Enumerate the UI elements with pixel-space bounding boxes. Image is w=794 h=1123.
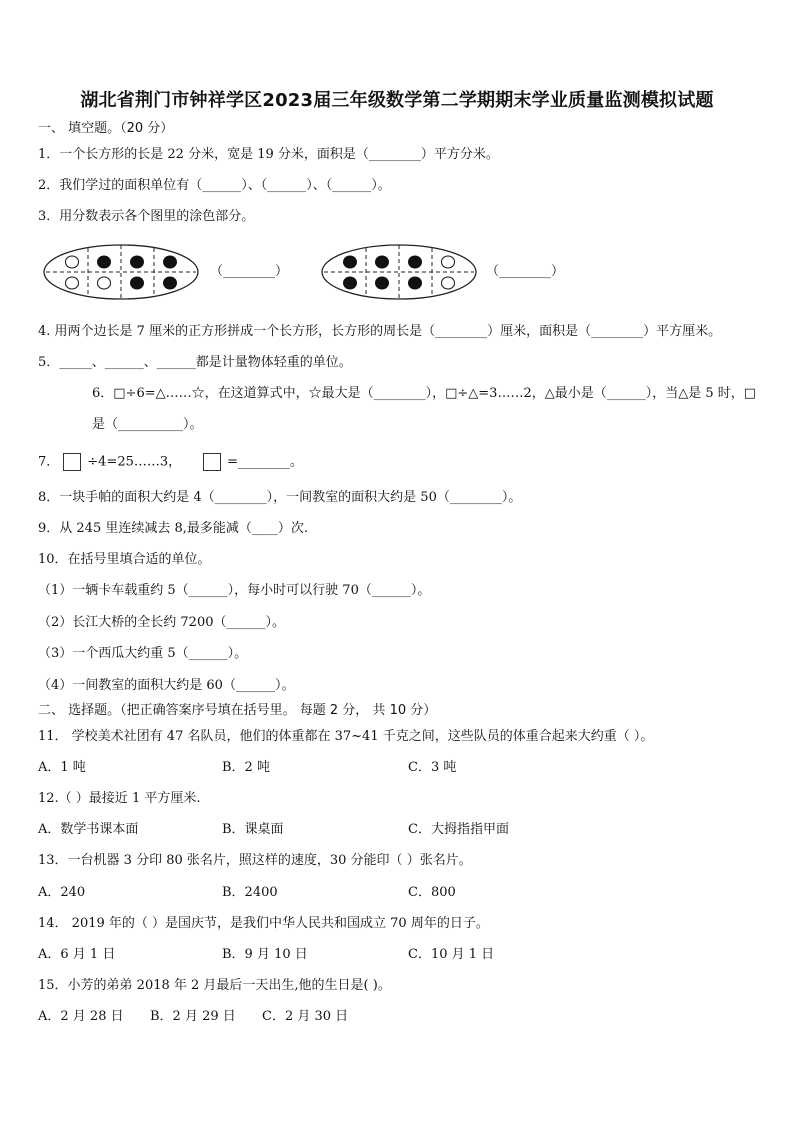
shaded-dot xyxy=(409,256,422,268)
question-12: 12.（ ）最接近 1 平方厘米. xyxy=(38,791,201,806)
q13-option-c[interactable]: C．800 xyxy=(408,885,456,900)
q11-option-b[interactable]: B．2 吨 xyxy=(222,760,270,775)
unshaded-dot xyxy=(66,277,79,289)
question-15: 15．小芳的弟弟 2018 年 2 月最后一天出生,他的生日是( )。 xyxy=(38,978,391,993)
section-2-heading: 二、 选择题。（把正确答案序号填在括号里。 每题 2 分， 共 10 分） xyxy=(38,703,437,718)
question-13: 13．一台机器 3 分印 80 张名片，照这样的速度，30 分能印（ ）张名片。 xyxy=(38,853,472,868)
shaded-dot xyxy=(131,256,144,268)
q11-option-a[interactable]: A．1 吨 xyxy=(38,760,86,775)
shaded-dot xyxy=(344,277,357,289)
shaded-dot xyxy=(164,256,177,268)
q14-option-a[interactable]: A．6 月 1 日 xyxy=(38,947,116,962)
q14-option-b[interactable]: B．9 月 10 日 xyxy=(222,947,308,962)
question-11: 11． 学校美术社团有 47 名队员，他们的体重都在 37~41 千克之间，这些队员的体重合起来大约重（ ）。 xyxy=(38,729,654,744)
section-1-heading: 一、 填空题。（20 分） xyxy=(38,121,174,136)
answer-box-1[interactable] xyxy=(63,453,81,471)
shaded-dot xyxy=(164,277,177,289)
q12-option-c[interactable]: C．大拇指指甲面 xyxy=(408,822,509,837)
question-7-number: 7． xyxy=(38,454,60,470)
question-7 xyxy=(38,453,303,472)
question-10-item-1: （1）一辆卡车载重约 5（______），每小时可以行驶 70（______）。 xyxy=(38,583,431,598)
question-6-line-2: 是（__________）。 xyxy=(92,417,203,432)
unshaded-dot xyxy=(98,277,111,289)
fraction-answer-blank-2[interactable]: （________） xyxy=(486,264,565,279)
q13-option-a[interactable]: A．240 xyxy=(38,885,86,900)
shaded-dot xyxy=(131,277,144,289)
question-8: 8．一块手帕的面积大约是 4（________），一间教室的面积大约是 50（________）。 xyxy=(38,490,522,505)
fraction-figure-1 xyxy=(42,243,200,301)
shaded-dot xyxy=(376,277,389,289)
question-3: 3．用分数表示各个图里的涂色部分。 xyxy=(38,209,255,224)
question-4: 4. 用两个边长是 7 厘米的正方形拼成一个长方形，长方形的周长是（________）厘米，面积是（________）平方厘米。 xyxy=(38,324,722,339)
question-5: 5．_____、______、______都是计量物体轻重的单位。 xyxy=(38,355,352,370)
question-10-item-2: （2）长江大桥的全长约 7200（______）。 xyxy=(38,615,285,630)
answer-box-2[interactable] xyxy=(203,453,221,471)
shaded-dot xyxy=(409,277,422,289)
question-14: 14． 2019 年的（ ）是国庆节，是我们中华人民共和国成立 70 周年的日子。 xyxy=(38,916,489,931)
question-7-part-2: =________。 xyxy=(227,454,304,470)
shaded-dot xyxy=(376,256,389,268)
question-10: 10．在括号里填合适的单位。 xyxy=(38,552,211,567)
question-7-part-1: ÷4=25……3， xyxy=(87,454,182,470)
question-9: 9．从 245 里连续减去 8,最多能减（____）次. xyxy=(38,521,309,536)
q14-option-c[interactable]: C．10 月 1 日 xyxy=(408,947,495,962)
q12-option-a[interactable]: A．数学书课本面 xyxy=(38,822,139,837)
fraction-figure-2 xyxy=(320,243,478,301)
shaded-dot xyxy=(344,256,357,268)
question-10-item-4: （4）一间教室的面积大约是 60（______）。 xyxy=(38,678,295,693)
q12-option-b[interactable]: B．课桌面 xyxy=(222,822,284,837)
q11-option-c[interactable]: C．3 吨 xyxy=(408,760,457,775)
fraction-answer-blank-1[interactable]: （________） xyxy=(210,264,289,279)
q15-option-c[interactable]: C．2 月 30 日 xyxy=(262,1009,349,1024)
unshaded-dot xyxy=(442,256,455,268)
question-1: 1．一个长方形的长是 22 分米，宽是 19 分米，面积是（________）平方分米。 xyxy=(38,147,499,162)
q15-option-b[interactable]: B．2 月 29 日 xyxy=(150,1009,236,1024)
question-10-item-3: （3）一个西瓜大约重 5（______）。 xyxy=(38,646,248,661)
unshaded-dot xyxy=(442,277,455,289)
page-title: 湖北省荆门市钟祥学区2023届三年级数学第二学期期末学业质量监测模拟试题 xyxy=(80,90,714,111)
q13-option-b[interactable]: B．2400 xyxy=(222,885,278,900)
question-2: 2．我们学过的面积单位有（______）、（______）、（______）。 xyxy=(38,178,391,193)
q15-option-a[interactable]: A．2 月 28 日 xyxy=(38,1009,124,1024)
shaded-dot xyxy=(98,256,111,268)
question-6-line-1: 6．□÷6=△……☆，在这道算式中，☆最大是（________），□÷△=3……2，△最小是（______），当△是 5 时，□ xyxy=(92,386,757,401)
unshaded-dot xyxy=(66,256,79,268)
